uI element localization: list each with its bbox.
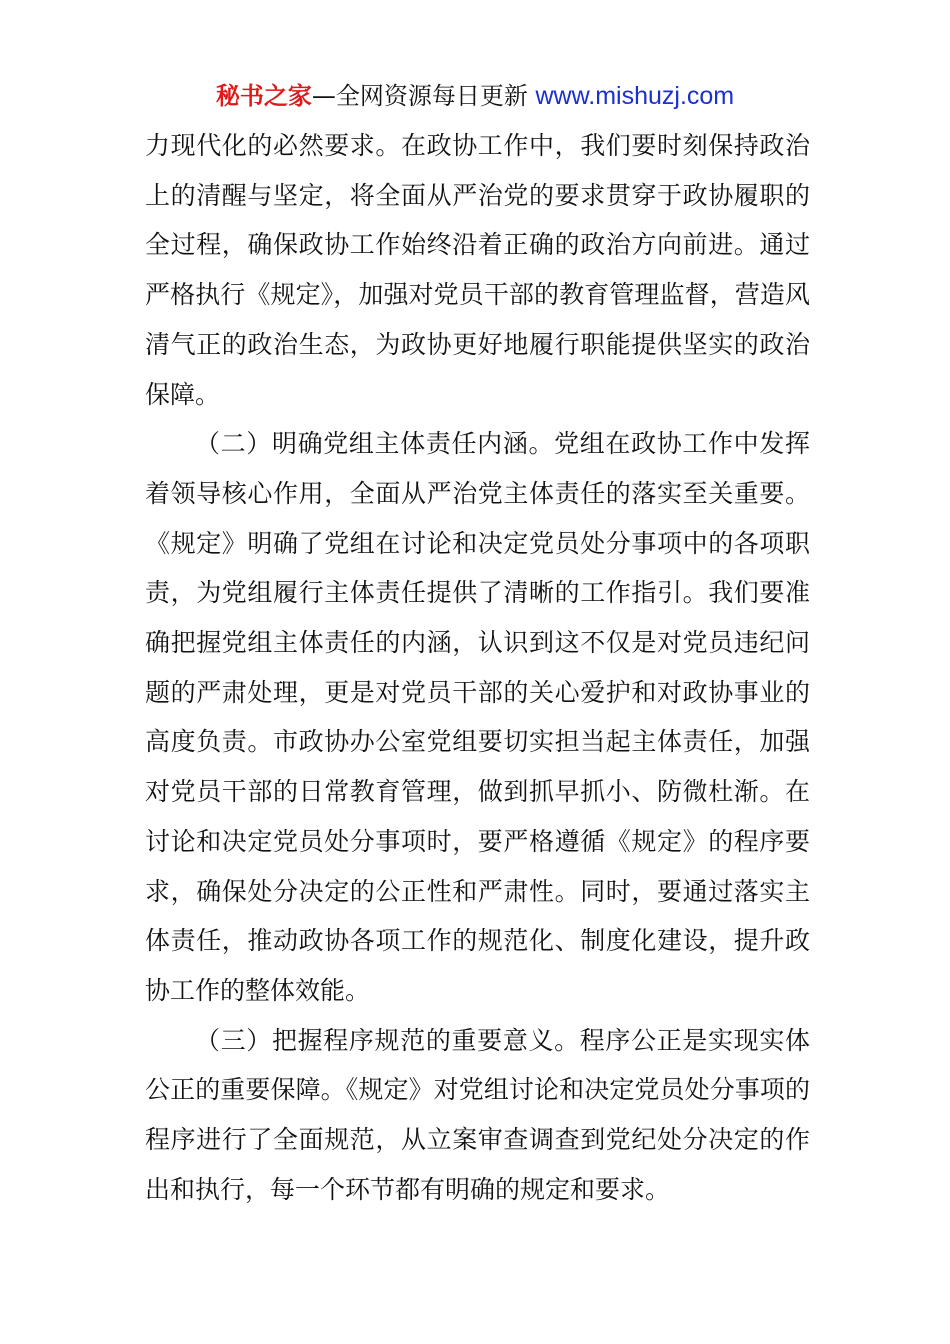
paragraph-continuation: 力现代化的必然要求。在政协工作中，我们要时刻保持政治上的清醒与坚定，将全面从严治党的要求贯穿于政协履职的全过程，确保政协工作始终沿着正确的政治方向前进。通过严格执行《规定》，加强对党员干部的教育管理监督，营造风清气正的政治生态，为政协更好地履行职能提供坚实的政治保障。: [145, 131, 810, 409]
site-header: [0, 80, 950, 112]
site-brand: 秘书之家: [215, 82, 312, 110]
site-slogan: —全网资源每日更新: [311, 82, 536, 110]
site-url-link[interactable]: www.mishuzj.com: [535, 82, 735, 110]
paragraph-section-3: （三）把握程序规范的重要意义。程序公正是实现实体公正的重要保障。《规定》对党组讨论和决定党员处分事项的程序进行了全面规范，从立案审查调查到党纪处分决定的作出和执行，每一个环节都有明确的规定和要求。: [145, 1025, 810, 1204]
document-body: [145, 121, 810, 1214]
paragraph-section-2: （二）明确党组主体责任内涵。党组在政协工作中发挥着领导核心作用，全面从严治党主体责任的落实至关重要。《规定》明确了党组在讨论和决定党员处分事项中的各项职责，为党组履行主体责任提供了清晰的工作指引。我们要准确把握党组主体责任的内涵，认识到这不仅是对党员违纪问题的严肃处理，更是对党员干部的关心爱护和对政协事业的高度负责。市政协办公室党组要切实担当起主体责任，加强对党员干部的日常教育管理，做到抓早抓小、防微杜渐。在讨论和决定党员处分事项时，要严格遵循《规定》的程序要求，确保处分决定的公正性和严肃性。同时，要通过落实主体责任，推动政协各项工作的规范化、制度化建设，提升政协工作的整体效能。: [145, 429, 810, 1005]
